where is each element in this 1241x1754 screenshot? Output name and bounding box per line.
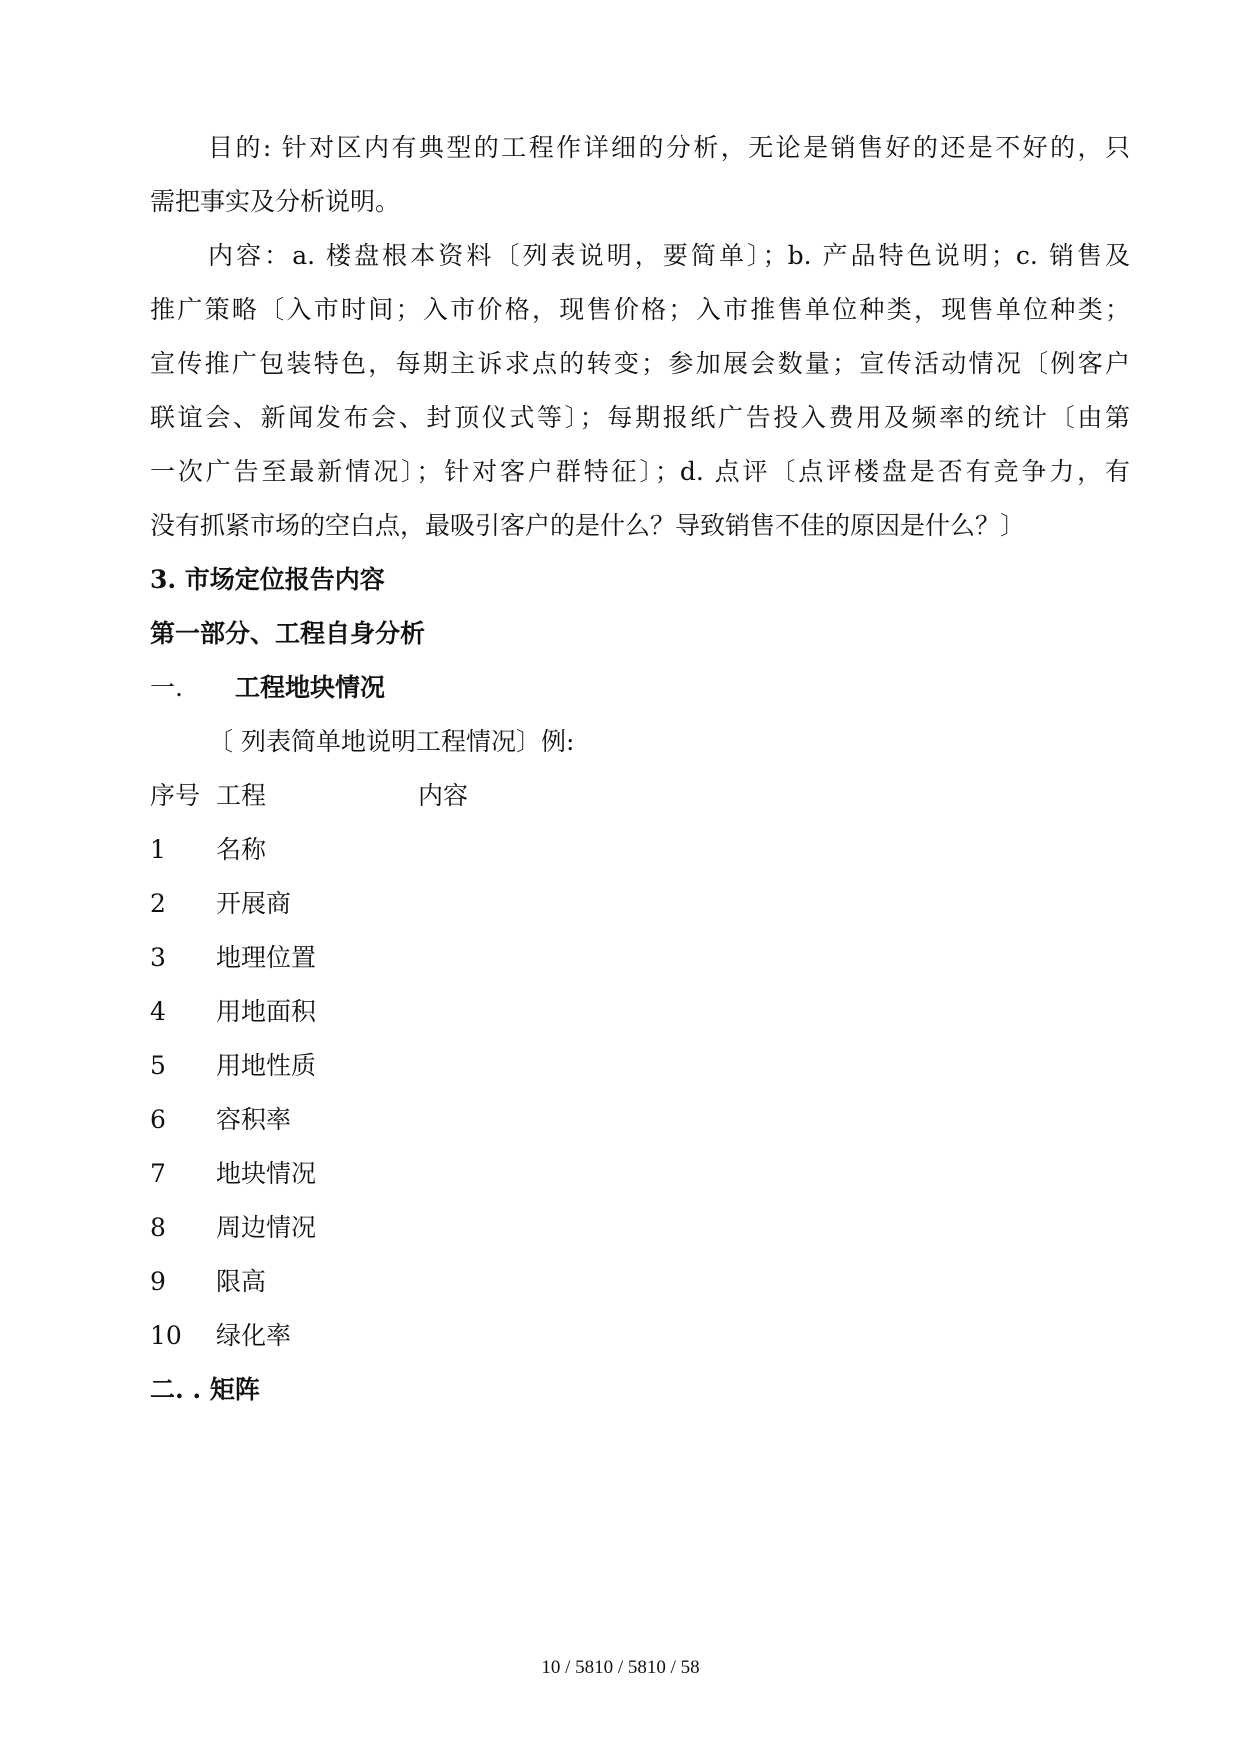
example-note: 〔 列表简单地说明工程情况〕例: bbox=[208, 727, 575, 756]
table-row-item: 名称 bbox=[216, 835, 267, 864]
table-row-number: 4 bbox=[150, 997, 166, 1026]
table-row-item: 开展商 bbox=[216, 889, 292, 918]
table-header-content: 内容 bbox=[418, 781, 469, 810]
page-number-footer: 10 / 5810 / 5810 / 58 bbox=[541, 1657, 700, 1678]
part-heading-1: 第一部分、工程自身分析 bbox=[150, 619, 426, 648]
table-row-number: 9 bbox=[150, 1267, 166, 1296]
section-heading-3: 3. 市场定位报告内容 bbox=[150, 565, 385, 594]
table-row-item: 限高 bbox=[216, 1267, 267, 1296]
table-row-item: 地块情况 bbox=[216, 1159, 317, 1188]
table-row-item: 用地性质 bbox=[216, 1051, 317, 1080]
table-row-item: 绿化率 bbox=[216, 1321, 292, 1350]
table-row-item: 地理位置 bbox=[216, 943, 317, 972]
content-line-5: 一次广告至最新情况〕；针对客户群特征〕；d. 点评〔点评楼盘是否有竞争力，有 bbox=[150, 457, 1130, 486]
table-row-item: 用地面积 bbox=[216, 997, 317, 1026]
item-1-number: 一. bbox=[150, 673, 183, 702]
table-header-item: 工程 bbox=[216, 781, 267, 810]
table-row-number: 10 bbox=[150, 1321, 182, 1350]
table-row-number: 1 bbox=[150, 835, 166, 864]
table-row-number: 7 bbox=[150, 1159, 166, 1188]
content-line-4: 联谊会、新闻发布会、封顶仪式等〕；每期报纸广告投入费用及频率的统计〔由第 bbox=[150, 403, 1130, 432]
table-header-number: 序号 bbox=[150, 781, 201, 810]
content-line-6: 没有抓紧市场的空白点，最吸引客户的是什么？导致销售不佳的原因是什么？〕 bbox=[150, 511, 1026, 540]
purpose-line-1: 目的: 针对区内有典型的工程作详细的分析，无论是销售好的还是不好的，只 bbox=[208, 133, 1130, 162]
table-row-item: 容积率 bbox=[216, 1105, 292, 1134]
table-row-number: 3 bbox=[150, 943, 166, 972]
table-row-number: 2 bbox=[150, 889, 166, 918]
table-row-number: 5 bbox=[150, 1051, 166, 1080]
content-line-1: 内容：a. 楼盘根本资料〔列表说明，要简单〕；b. 产品特色说明；c. 销售及 bbox=[208, 241, 1130, 270]
table-row-number: 8 bbox=[150, 1213, 166, 1242]
content-line-2: 推广策略〔入市时间；入市价格，现售价格；入市推售单位种类，现售单位种类； bbox=[150, 295, 1130, 324]
table-row-number: 6 bbox=[150, 1105, 166, 1134]
table-row-item: 周边情况 bbox=[216, 1213, 317, 1242]
item-2-heading: 二. . 矩阵 bbox=[150, 1375, 260, 1404]
content-line-3: 宣传推广包装特色，每期主诉求点的转变；参加展会数量；宣传活动情况〔例客户 bbox=[150, 349, 1130, 378]
item-1-title: 工程地块情况 bbox=[235, 673, 386, 702]
purpose-line-2: 需把事实及分析说明。 bbox=[150, 187, 401, 216]
